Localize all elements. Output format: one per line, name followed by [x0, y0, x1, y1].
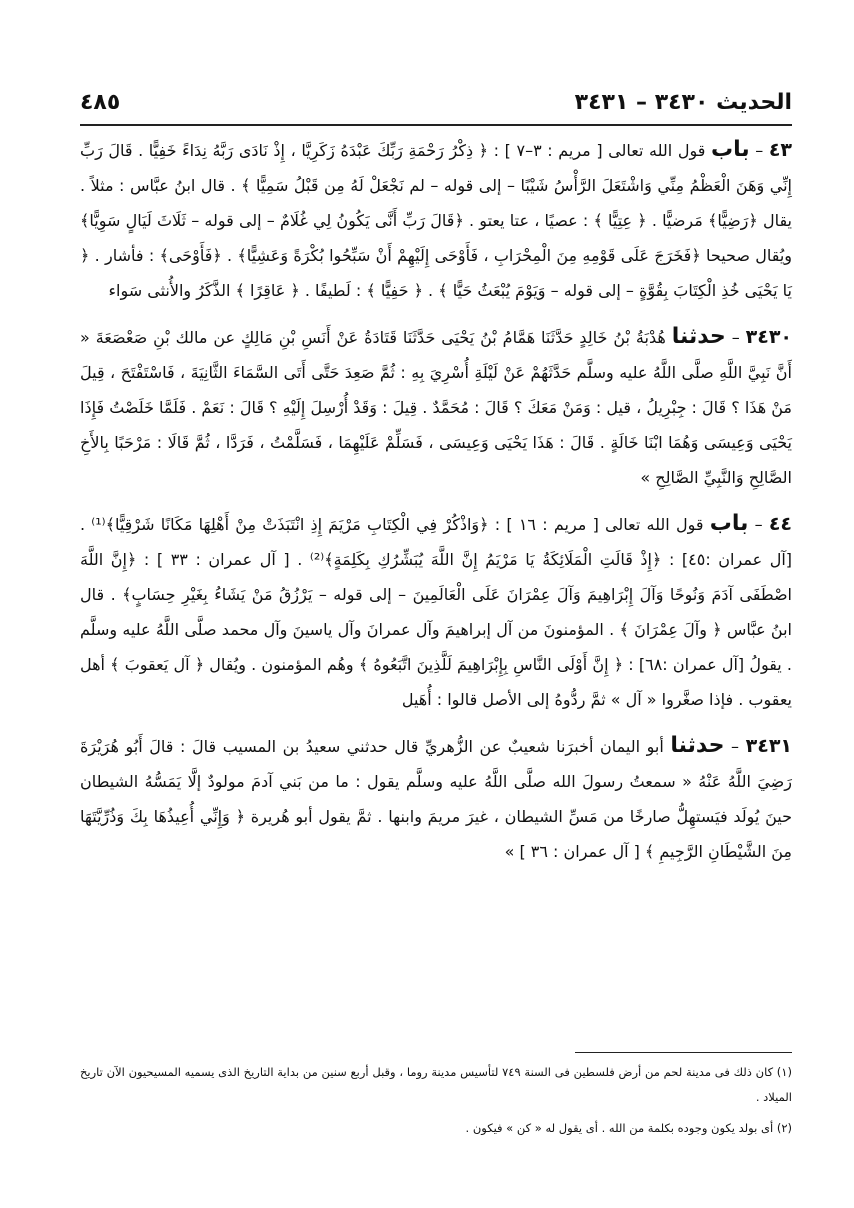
section-number: ٤٤ — [768, 513, 793, 535]
hadith-3431: ٣٤٣١ – حدثنا أبو اليمان أخبرَنا شعيبٌ عن الزُّهريِّ قال حدثني سعيدُ بن المسيب قالَ : قالَ أَبُو هُرَيْرَةَ رَضِيَ اللَّهُ عَنْهُ « سمعتُ رسولَ الله صلَّى اللَّهُ عليه وسلَّم يقول : ما من بَني آدمَ مولودٌ إلَّا يَمَسُّهُ الشيطان حينَ يُولَد فيَستهِلُّ صارخًا من مَسِّ الشيطان ، غيرَ مريمَ وابنها . ثمَّ يقول أبو هُريرة ﴿ وَإِنِّي أُعِيذُهَا بِكَ وَذُرِّيَّتَهَا مِنَ الشَّيْطَانِ الرَّجِيمِ ﴾ [ آل عمران : ٣٦ ] » — [80, 733, 793, 861]
running-title: الحديث ٣٤٣٠ – ٣٤٣١ — [574, 89, 792, 115]
section-text: قول الله تعالى [ مريم : ٣–٧ ] : ﴿ ذِكْرُ رَحْمَةِ رَبِّكَ عَبْدَهُ زَكَرِيَّا ، إِذْ نَادَى رَبَّهُ نِدَاءً خَفِيًّا . قَالَ رَبِّ إِنِّي وَهَنَ الْعَظْمُ مِنِّي وَاشْتَعَلَ الرَّأْسُ شَيْبًا – إلى قوله – لم نَجْعَلْ لَهُ مِن قَبْلُ سَمِيًّا ﴾ . قال ابنُ عبَّاس : مثلاً . يقال ﴿رَضِيًّا﴾ مَرضيًّا . ﴿ عِتِيًّا ﴾ : عصيًا ، عتا يعتو . ﴿قَالَ رَبِّ أَنَّى يَكُونُ لِي غُلَامٌ – إلى قوله – ثَلَاثَ لَيَالٍ سَوِيًّا﴾ ويُقال صحيحا ﴿فَخَرَجَ عَلَى قَوْمِهِ مِنَ الْمِحْرَابِ ، فَأَوْحَى إِلَيْهِمْ أَنْ سَبِّحُوا بُكْرَةً وَعَشِيًّا﴾ . ﴿فَأَوْحَى﴾ : فأشار . ﴿ يَا يَحْيَى خُذِ الْكِتَابَ بِقُوَّةٍ – إلى قوله – وَيَوْمَ يُبْعَثُ حَيًّا ﴾ . ﴿ حَفِيًّا ﴾ : لَطيفًا . ﴿ عَاقِرًا ﴾ الذَّكَرُ والأُنثى سَواء — [80, 141, 792, 300]
page-number: ٤٨٥ — [80, 89, 121, 115]
footnote-1: (١) كان ذلك فى مدينة لحم من أرض فلسطين فى السنة ٧٤٩ لتأسيس مدينة روما ، وقبل أربع سنين من بداية التاريخ الذى يسميه المسيحيون الآن تاريخ الميلاد . — [80, 1065, 792, 1104]
header-rule — [80, 124, 792, 126]
footnote-rule — [575, 1052, 792, 1053]
hadith-keyword: حدثنا — [671, 324, 726, 349]
page-header — [80, 82, 792, 122]
chapter-44: ٤٤ – باب قول الله تعالى [ مريم : ١٦ ] : ﴿وَاذْكُرْ فِي الْكِتَابِ مَرْيَمَ إِذِ انْتَبَذَتْ مِنْ أَهْلِهَا مَكَانًا شَرْقِيًّا﴾⁽¹⁾ . [آل عمران :٤٥] : ﴿إِذْ قَالَتِ الْمَلَائِكَةُ يَا مَرْيَمُ إِنَّ اللَّهَ يُبَشِّرُكِ بِكَلِمَةٍ﴾⁽²⁾ . [ آل عمران : ٣٣ ] : ﴿إِنَّ اللَّهَ اصْطَفَى آدَمَ وَنُوحًا وَآلَ إِبْرَاهِيمَ وَآلَ عِمْرَانَ عَلَى الْعَالَمِينَ – إلى قوله – يَرْزُقُ مَنْ يَشَاءُ بِغَيْرِ حِسَابٍ﴾ . قال ابنُ عبَّاس ﴿ وآلَ عِمْرَانَ ﴾ . المؤمنونَ من آل إبراهيمَ وآل عمرانَ وآل ياسينَ وآل محمد صلَّى اللَّهُ عليه وسلَّم . يقولُ [آل عمران :٦٨] : ﴿ إِنَّ أَوْلَى النَّاسِ بِإِبْرَاهِيمَ لَلَّذِينَ اتَّبَعُوهُ ﴾ وهُم المؤمنون . ويُقال ﴿ آل يَعقوبَ ﴾ أهل يعقوب . فإذا صغَّروا « آل » ثمَّ ردُّوهُ إلى الأصل قالوا : أُهَيل — [80, 511, 793, 709]
footnotes — [80, 1060, 792, 1147]
hadith-text: هُدْبَةُ بْنُ خَالِدٍ حَدَّثَنَا هَمَّامُ بْنُ يَحْيَى حَدَّثَنَا قَتَادَةُ عَنْ أَنَسِ بْنِ مَالِكٍ عن مالك بْنِ صَعْصَعَةَ « أَنَّ نَبِيَّ اللَّهِ صلَّى اللَّهُ عليه وسلَّم حَدَّثَهُمْ عَنْ لَيْلَةِ أُسْرِيَ بِهِ : ثُمَّ صَعِدَ حَتَّى أَتَى السَّمَاءَ الثَّانِيَةَ ، فَاسْتَفْتَحَ ، قِيلَ مَنْ هَذَا ؟ قَالَ : جِبْرِيلُ ، قيل : وَمَنْ مَعَكَ ؟ قَالَ : مُحَمَّدٌ . قِيلَ : وَقَدْ أُرْسِلَ إِلَيْهِ ؟ قَالَ : نَعَمْ . فَلَمَّا خَلَصْتُ فَإِذَا يَحْيَى وَعِيسَى وَهُمَا ابْنَا خَالَةٍ . قَالَ : هَذَا يَحْيَى وَعِيسَى ، فَسَلِّمْ عَلَيْهِمَا ، فَسَلَّمْتُ ، فَرَدَّا ، ثُمَّ قَالَا : مَرْحَبًا بِالأَخِ الصَّالِحِ وَالنَّبِيِّ الصَّالِحِ » — [80, 328, 792, 487]
hadith-number: ٣٤٣١ — [745, 735, 793, 757]
section-keyword: باب — [709, 511, 749, 536]
main-text — [80, 132, 792, 880]
section-text: قول الله تعالى [ مريم : ١٦ ] : ﴿وَاذْكُرْ فِي الْكِتَابِ مَرْيَمَ إِذِ انْتَبَذَتْ مِنْ أَهْلِهَا مَكَانًا شَرْقِيًّا﴾⁽¹⁾ . [آل عمران :٤٥] : ﴿إِذْ قَالَتِ الْمَلَائِكَةُ يَا مَرْيَمُ إِنَّ اللَّهَ يُبَشِّرُكِ بِكَلِمَةٍ﴾⁽²⁾ . [ آل عمران : ٣٣ ] : ﴿إِنَّ اللَّهَ اصْطَفَى آدَمَ وَنُوحًا وَآلَ إِبْرَاهِيمَ وَآلَ عِمْرَانَ عَلَى الْعَالَمِينَ – إلى قوله – يَرْزُقُ مَنْ يَشَاءُ بِغَيْرِ حِسَابٍ﴾ . قال ابنُ عبَّاس ﴿ وآلَ عِمْرَانَ ﴾ . المؤمنونَ من آل إبراهيمَ وآل عمرانَ وآل ياسينَ وآل محمد صلَّى اللَّهُ عليه وسلَّم . يقولُ [آل عمران :٦٨] : ﴿ إِنَّ أَوْلَى النَّاسِ بِإِبْرَاهِيمَ لَلَّذِينَ اتَّبَعُوهُ ﴾ وهُم المؤمنون . ويُقال ﴿ آل يَعقوبَ ﴾ أهل يعقوب . فإذا صغَّروا « آل » ثمَّ ردُّوهُ إلى الأصل قالوا : أُهَيل — [80, 515, 793, 709]
chapter-43: ٤٣ – باب قول الله تعالى [ مريم : ٣–٧ ] : ﴿ ذِكْرُ رَحْمَةِ رَبِّكَ عَبْدَهُ زَكَرِيَّا ، إِذْ نَادَى رَبَّهُ نِدَاءً خَفِيًّا . قَالَ رَبِّ إِنِّي وَهَنَ الْعَظْمُ مِنِّي وَاشْتَعَلَ الرَّأْسُ شَيْبًا – إلى قوله – لم نَجْعَلْ لَهُ مِن قَبْلُ سَمِيًّا ﴾ . قال ابنُ عبَّاس : مثلاً . يقال ﴿رَضِيًّا﴾ مَرضيًّا . ﴿ عِتِيًّا ﴾ : عصيًا ، عتا يعتو . ﴿قَالَ رَبِّ أَنَّى يَكُونُ لِي غُلَامٌ – إلى قوله – ثَلَاثَ لَيَالٍ سَوِيًّا﴾ ويُقال صحيحا ﴿فَخَرَجَ عَلَى قَوْمِهِ مِنَ الْمِحْرَابِ ، فَأَوْحَى إِلَيْهِمْ أَنْ سَبِّحُوا بُكْرَةً وَعَشِيًّا﴾ . ﴿فَأَوْحَى﴾ : فأشار . ﴿ يَا يَحْيَى خُذِ الْكِتَابَ بِقُوَّةٍ – إلى قوله – وَيَوْمَ يُبْعَثُ حَيًّا ﴾ . ﴿ حَفِيًّا ﴾ : لَطيفًا . ﴿ عَاقِرًا ﴾ الذَّكَرُ والأُنثى سَواء — [80, 137, 793, 300]
footnote-2: (٢) أى بولد يكون وجوده بكلمة من الله . أى يقول له « كن » فيكون . — [465, 1121, 792, 1135]
hadith-number: ٣٤٣٠ — [745, 326, 793, 348]
section-number: ٤٣ — [768, 139, 793, 161]
hadith-3430: ٣٤٣٠ – حدثنا هُدْبَةُ بْنُ خَالِدٍ حَدَّثَنَا هَمَّامُ بْنُ يَحْيَى حَدَّثَنَا قَتَادَةُ عَنْ أَنَسِ بْنِ مَالِكٍ عن مالك بْنِ صَعْصَعَةَ « أَنَّ نَبِيَّ اللَّهِ صلَّى اللَّهُ عليه وسلَّم حَدَّثَهُمْ عَنْ لَيْلَةِ أُسْرِيَ بِهِ : ثُمَّ صَعِدَ حَتَّى أَتَى السَّمَاءَ الثَّانِيَةَ ، فَاسْتَفْتَحَ ، قِيلَ مَنْ هَذَا ؟ قَالَ : جِبْرِيلُ ، قيل : وَمَنْ مَعَكَ ؟ قَالَ : مُحَمَّدٌ . قِيلَ : وَقَدْ أُرْسِلَ إِلَيْهِ ؟ قَالَ : نَعَمْ . فَلَمَّا خَلَصْتُ فَإِذَا يَحْيَى وَعِيسَى وَهُمَا ابْنَا خَالَةٍ . قَالَ : هَذَا يَحْيَى وَعِيسَى ، فَسَلِّمْ عَلَيْهِمَا ، فَسَلَّمْتُ ، فَرَدَّا ، ثُمَّ قَالَا : مَرْحَبًا بِالأَخِ الصَّالِحِ وَالنَّبِيِّ الصَّالِحِ » — [80, 324, 793, 487]
section-keyword: باب — [710, 137, 750, 162]
hadith-keyword: حدثنا — [670, 733, 725, 758]
hadith-text: أبو اليمان أخبرَنا شعيبٌ عن الزُّهريِّ قال حدثني سعيدُ بن المسيب قالَ : قالَ أَبُو هُرَيْرَةَ رَضِيَ اللَّهُ عَنْهُ « سمعتُ رسولَ الله صلَّى اللَّهُ عليه وسلَّم يقول : ما من بَني آدمَ مولودٌ إلَّا يَمَسُّهُ الشيطان حينَ يُولَد فيَستهِلُّ صارخًا من مَسِّ الشيطان ، غيرَ مريمَ وابنها . ثمَّ يقول أبو هُريرة ﴿ وَإِنِّي أُعِيذُهَا بِكَ وَذُرِّيَّتَهَا مِنَ الشَّيْطَانِ الرَّجِيمِ ﴾ [ آل عمران : ٣٦ ] » — [80, 737, 792, 861]
